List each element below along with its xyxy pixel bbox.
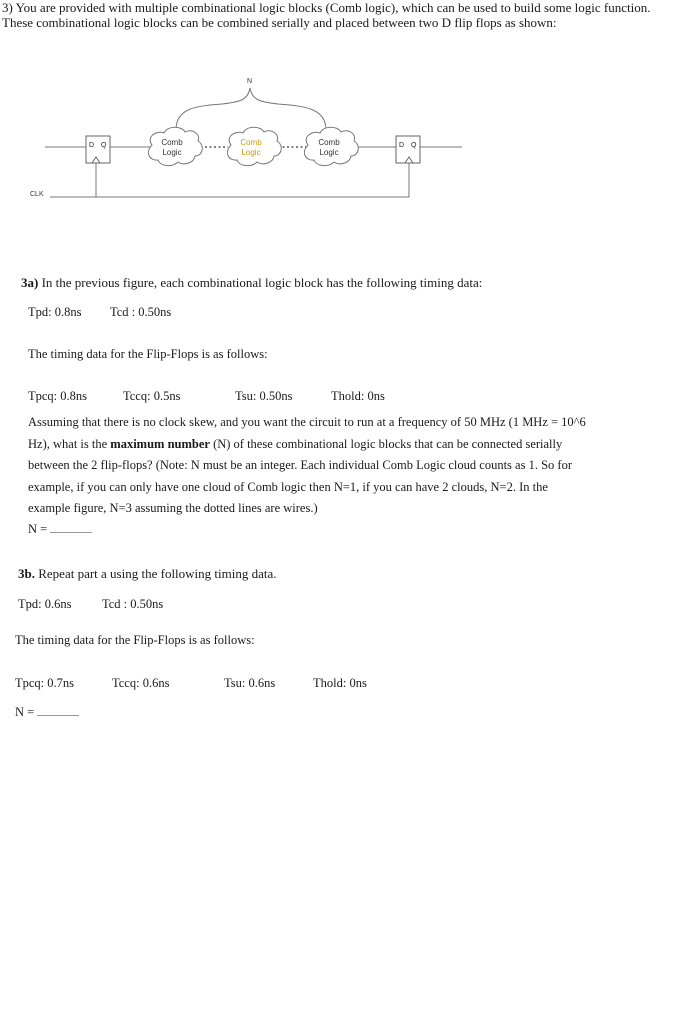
ff2-q-label: Q: [411, 142, 417, 149]
part-b-title: 3b. Repeat part a using the following timing data.: [18, 566, 277, 581]
part-b-tccq: Tccq: 0.6ns: [112, 676, 170, 690]
part-b-thold: Thold: 0ns: [313, 676, 367, 690]
part-b-answer: N =: [15, 705, 79, 720]
part-a-tpcq: Tpcq: 0.8ns: [28, 389, 88, 403]
part-a-answer: N =: [28, 522, 92, 537]
flip-flop-2: [396, 136, 420, 163]
comb-logic-cloud-2: [227, 127, 281, 165]
comb-logic-cloud-3: [304, 127, 358, 165]
clk-label: CLK: [30, 191, 44, 198]
cloud2-line1: Comb: [240, 138, 262, 147]
cloud1-line1: Comb: [161, 138, 183, 147]
part-a-question: Assuming that there is no clock skew, and you want the circuit to run at a frequency of 50 MHz (1 MHz = 10^6 Hz), what is the maximum number (N) of these combinational logic blocks that can be connected serially between the 2 flip-flops? (Note: N must be an integer. Each individual Comb Logic cloud counts as 1. So for example, if you can only have one cloud of Comb logic then N=1, if you can have 2 clouds, N=2. In the example figure, N=3 assuming the dotted lines are wires.): [28, 415, 586, 515]
part-a-tcd: Tcd : 0.50ns: [110, 305, 172, 319]
circuit-diagram: [0, 60, 680, 280]
part-a-answer-blank[interactable]: [50, 524, 92, 533]
part-b-tsu: Tsu: 0.6ns: [224, 676, 276, 690]
part-a-thold: Thold: 0ns: [331, 389, 385, 403]
part-a-tccq: Tccq: 0.5ns: [123, 389, 181, 403]
ff1-d-label: D: [89, 142, 95, 149]
part-b-tpcq: Tpcq: 0.7ns: [15, 676, 75, 690]
cloud3-line2: Logic: [319, 148, 339, 157]
part-a-title: 3a) In the previous figure, each combinational logic block has the following timing data:: [21, 275, 483, 290]
part-a-ff-intro: The timing data for the Flip-Flops is as follows:: [28, 347, 268, 361]
flip-flop-1: [86, 136, 110, 163]
part-b-tcd: Tcd : 0.50ns: [102, 597, 164, 611]
ff2-d-label: D: [399, 142, 405, 149]
n-label: N: [247, 78, 253, 85]
part-a-tsu: Tsu: 0.50ns: [235, 389, 293, 403]
part-b-tpd: Tpd: 0.6ns: [18, 597, 72, 611]
part-b-answer-blank[interactable]: [37, 707, 79, 716]
intro-paragraph: 3) You are provided with multiple combinational logic blocks (Comb logic), which can be used to build some logic function. These combinational logic blocks can be combined serially and placed between two D flip flops as shown:: [2, 0, 651, 30]
cloud3-line1: Comb: [318, 138, 340, 147]
part-a-tpd: Tpd: 0.8ns: [28, 305, 82, 319]
comb-logic-cloud-1: [148, 127, 202, 165]
ff1-q-label: Q: [101, 142, 107, 149]
part-b-ff-intro: The timing data for the Flip-Flops is as follows:: [15, 633, 255, 647]
cloud1-line2: Logic: [162, 148, 182, 157]
cloud2-line2: Logic: [241, 148, 261, 157]
